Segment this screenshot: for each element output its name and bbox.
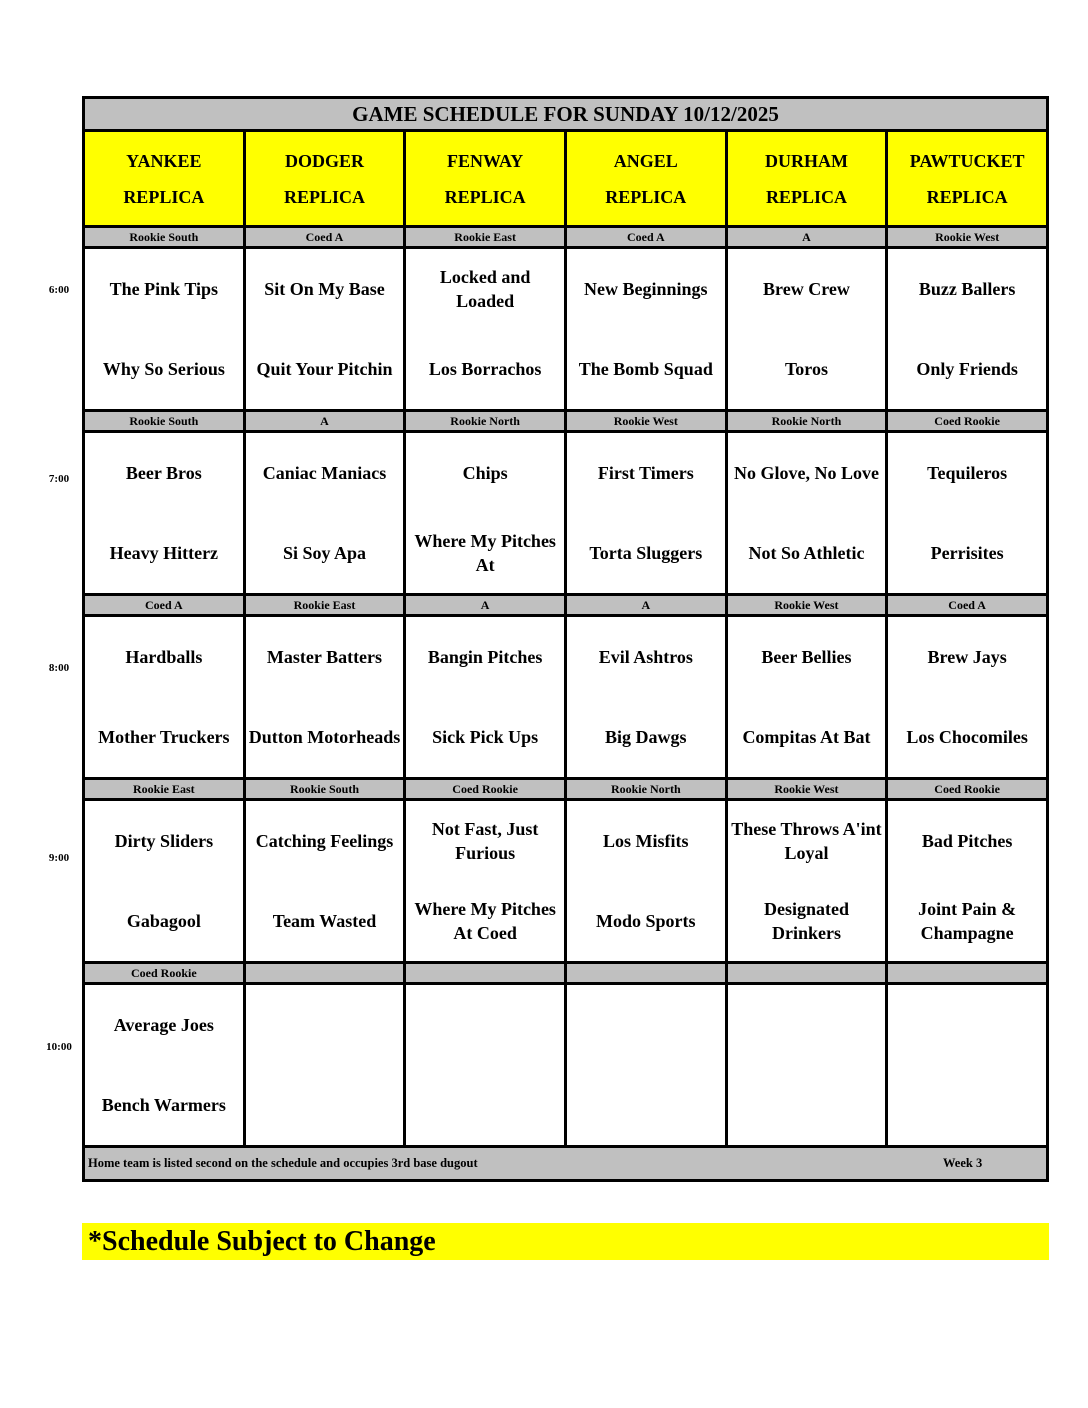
home-team: Perrisites (930, 543, 1004, 563)
away-team: No Glove, No Love (733, 463, 879, 483)
home-team-note: Home team is listed second on the schedule and occupies 3rd base dugout (88, 1156, 478, 1170)
division-label: Coed A (565, 227, 726, 248)
game-cell (244, 248, 405, 411)
division-row (84, 779, 1048, 800)
game-cell (887, 432, 1048, 595)
game-cell (405, 432, 566, 595)
division-label: Rookie West (726, 779, 887, 800)
schedule-title: GAME SCHEDULE FOR SUNDAY 10/12/2025 (84, 98, 1048, 131)
field-sub: REPLICA (926, 186, 1008, 207)
away-team: Tequileros (927, 463, 1008, 483)
game-cell (726, 248, 887, 411)
division-label: A (565, 595, 726, 616)
home-team: Big Dawgs (605, 727, 687, 747)
field-sub: REPLICA (123, 186, 205, 207)
division-label: Rookie East (405, 227, 566, 248)
game-cell (405, 248, 566, 411)
away-team: Brew Jays (927, 647, 1007, 667)
home-team: Mother Truckers (98, 727, 230, 747)
game-row (84, 248, 1048, 411)
away-team (246, 985, 404, 1065)
division-label: Rookie West (565, 411, 726, 432)
field-sub: REPLICA (605, 186, 687, 207)
division-label: Coed A (84, 595, 245, 616)
away-team (728, 985, 886, 1065)
division-label: Rookie West (887, 227, 1048, 248)
division-label: Rookie North (726, 411, 887, 432)
game-cell (84, 432, 245, 595)
away-team: Buzz Ballers (918, 279, 1016, 299)
division-label: Coed Rookie (84, 963, 245, 984)
game-cell (565, 984, 726, 1147)
home-team: Not So Athletic (748, 543, 865, 563)
away-team: These Throws A'int Loyal (731, 819, 882, 863)
home-team: Gabagool (126, 911, 201, 931)
field-sub: REPLICA (765, 186, 847, 207)
away-team: Brew Crew (763, 279, 850, 299)
home-team: Quit Your Pitchin (256, 359, 393, 379)
division-label: Rookie South (84, 411, 245, 432)
division-label: Rookie East (84, 779, 245, 800)
away-team (888, 985, 1046, 1065)
field-header (726, 131, 887, 227)
away-team: The Pink Tips (109, 279, 219, 299)
game-cell (887, 984, 1048, 1147)
time-label: 6:00 (48, 284, 70, 296)
game-cell (887, 616, 1048, 779)
game-cell (84, 248, 245, 411)
field-sub: REPLICA (444, 186, 526, 207)
schedule-table (82, 96, 1049, 1182)
home-team: Los Chocomiles (906, 727, 1028, 747)
home-team: Where My Pitches At Coed (414, 899, 556, 943)
division-label (887, 963, 1048, 984)
game-cell (84, 984, 245, 1147)
away-team (567, 985, 725, 1065)
away-team: Caniac Maniacs (262, 463, 387, 483)
home-team (406, 1065, 564, 1145)
division-label: Rookie North (565, 779, 726, 800)
game-row (84, 432, 1048, 595)
home-team: Sick Pick Ups (432, 727, 539, 747)
time-label: 8:00 (48, 662, 70, 674)
game-cell (405, 616, 566, 779)
division-label: Rookie South (244, 779, 405, 800)
game-cell (565, 800, 726, 963)
field-header (244, 131, 405, 227)
division-label: Coed Rookie (887, 411, 1048, 432)
home-team: Bench Warmers (101, 1095, 226, 1115)
division-label: Rookie East (244, 595, 405, 616)
division-label: Coed A (244, 227, 405, 248)
division-label: Coed Rookie (887, 779, 1048, 800)
division-row (84, 595, 1048, 616)
away-team: Los Misfits (603, 831, 689, 851)
away-team: Hardballs (125, 647, 203, 667)
away-team (406, 985, 564, 1065)
game-cell (405, 800, 566, 963)
away-team: First Timers (597, 463, 694, 483)
game-cell (726, 432, 887, 595)
game-cell (244, 984, 405, 1147)
home-team: Los Borrachos (428, 359, 542, 379)
division-label: A (405, 595, 566, 616)
home-team: Si Soy Apa (282, 543, 366, 563)
field-name: PAWTUCKET (909, 150, 1025, 171)
away-team: New Beginnings (584, 279, 708, 299)
division-label: Rookie South (84, 227, 245, 248)
home-team: Only Friends (916, 359, 1018, 379)
game-row (84, 800, 1048, 963)
field-header (84, 131, 245, 227)
field-name: DODGER (284, 150, 364, 171)
game-cell (84, 800, 245, 963)
home-team: Modo Sports (596, 911, 696, 931)
home-team: Why So Serious (102, 359, 225, 379)
field-header (887, 131, 1048, 227)
away-team: Catching Feelings (255, 831, 394, 851)
home-team: Team Wasted (272, 911, 377, 931)
game-cell (726, 800, 887, 963)
division-label: Rookie North (405, 411, 566, 432)
away-team: Bangin Pitches (427, 647, 543, 667)
division-label (565, 963, 726, 984)
game-cell (405, 984, 566, 1147)
time-label: 9:00 (48, 852, 70, 864)
division-label: Coed Rookie (405, 779, 566, 800)
field-sub: REPLICA (283, 186, 365, 207)
away-team: Beer Bellies (761, 647, 852, 667)
game-cell (244, 432, 405, 595)
game-cell (726, 616, 887, 779)
division-label: A (244, 411, 405, 432)
division-label (244, 963, 405, 984)
field-name: DURHAM (764, 150, 848, 171)
field-header-row (84, 131, 1048, 227)
field-name: YANKEE (126, 150, 202, 171)
game-cell (726, 984, 887, 1147)
away-team: Evil Ashtros (598, 647, 693, 667)
field-header (405, 131, 566, 227)
away-team: Chips (462, 463, 508, 483)
home-team: Joint Pain & Champagne (918, 899, 1017, 943)
division-label: Rookie West (726, 595, 887, 616)
home-team (246, 1065, 404, 1145)
field-header (565, 131, 726, 227)
schedule-change-banner: *Schedule Subject to Change (82, 1223, 1049, 1260)
division-row (84, 227, 1048, 248)
away-team: Bad Pitches (921, 831, 1013, 851)
division-row (84, 411, 1048, 432)
week-label: Week 3 (943, 1156, 983, 1170)
home-team (888, 1065, 1046, 1145)
home-team: Toros (784, 359, 828, 379)
away-team: Not Fast, Just Furious (431, 819, 539, 863)
home-team: Dutton Motorheads (248, 727, 401, 747)
game-cell (887, 248, 1048, 411)
field-name: ANGEL (613, 150, 678, 171)
division-label: A (726, 227, 887, 248)
away-team: Dirty Sliders (114, 831, 214, 851)
home-team (728, 1065, 886, 1145)
game-row (84, 984, 1048, 1147)
field-name: FENWAY (446, 150, 524, 171)
game-row (84, 616, 1048, 779)
home-team (567, 1065, 725, 1145)
time-label: 7:00 (48, 473, 70, 485)
home-team: The Bomb Squad (578, 359, 713, 379)
game-cell (565, 432, 726, 595)
time-label: 10:00 (46, 1041, 72, 1053)
home-team: Torta Sluggers (589, 543, 703, 563)
away-team: Average Joes (113, 1015, 214, 1035)
home-team: Where My Pitches At (414, 531, 556, 575)
game-cell (887, 800, 1048, 963)
home-team: Heavy Hitterz (109, 543, 219, 563)
game-cell (244, 800, 405, 963)
game-cell (565, 248, 726, 411)
home-team: Designated Drinkers (763, 899, 849, 943)
home-team: Compitas At Bat (742, 727, 871, 747)
away-team: Master Batters (266, 647, 383, 667)
division-row (84, 963, 1048, 984)
schedule-footer (84, 1147, 1048, 1181)
game-cell (565, 616, 726, 779)
division-label (726, 963, 887, 984)
away-team: Beer Bros (125, 463, 202, 483)
away-team: Locked and Loaded (439, 267, 531, 311)
game-cell (84, 616, 245, 779)
game-cell (244, 616, 405, 779)
away-team: Sit On My Base (264, 279, 385, 299)
division-label (405, 963, 566, 984)
division-label: Coed A (887, 595, 1048, 616)
